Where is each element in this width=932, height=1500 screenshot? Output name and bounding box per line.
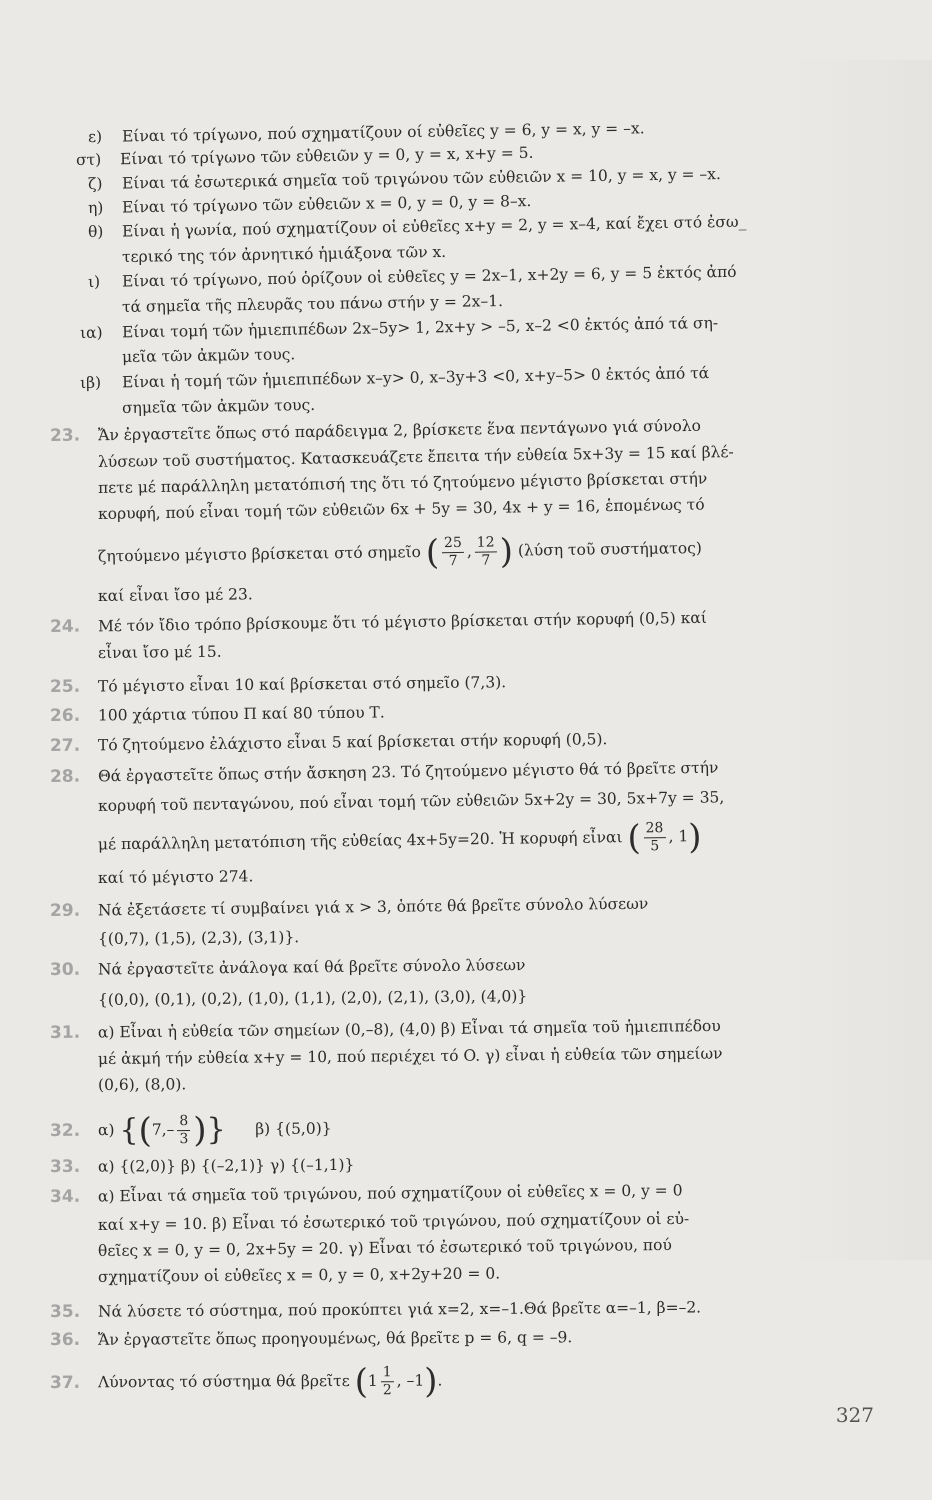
close-paren: ) <box>424 1361 438 1402</box>
answer-line <box>98 468 708 498</box>
answer-line <box>122 242 446 267</box>
line-text: {(0,0), (0,1), (0,2), (1,0), (1,1), (2,0), (2,1), (3,0), (4,0)} <box>97 987 528 1009</box>
answer-line <box>88 164 721 194</box>
line-text: τά σημεῖα τῆς πλευρᾶς του πάνω στήν y = 2x–1. <box>121 292 504 316</box>
answer-line <box>122 395 315 418</box>
exercise-number: 28. <box>49 766 81 787</box>
line-text: Λύνοντας τό σύστημα θά βρεῖτε <box>97 1371 350 1392</box>
line-text: Είναι τό τρίγωνο τῶν εὐθειῶν y = 0, y = x, x+y = 5. <box>119 143 534 169</box>
line-text: Είναι τομή τῶν ἡμιεπιπέδων 2x–5y> 1, 2x+y > –5, x–2 <0 ἐκτός ἀπό τά ση- <box>121 313 719 342</box>
answer-line <box>98 1074 186 1095</box>
line-text: καί εἶναι ἴσο μέ 23. <box>97 585 253 605</box>
line-text: α) Εἶναι ἡ εὐθεία τῶν σημείων (0,–8), (4,0) β) Εἶναι τά σημεῖα τοῦ ἡμιεπιπέδου <box>97 1016 721 1042</box>
open-paren: ( <box>354 1361 369 1402</box>
answer-line <box>98 442 734 472</box>
open-paren: ( <box>138 1110 152 1151</box>
line-text: (λύση τοῦ συστήματος) <box>517 539 702 560</box>
item-label: η) <box>87 198 104 217</box>
part-label: α) <box>97 1121 115 1140</box>
answer-line <box>122 291 503 317</box>
fraction: $\frac{25}{7}$ <box>442 535 464 570</box>
line-text: α) {(2,0)} β) {(–2,1)} γ) {(–1,1)} <box>97 1155 355 1176</box>
line-text: μέ ἀκμή τήν εὐθεία x+y = 10, πού περιέχει τό O. γ) εἶναι ἡ εὐθεία τῶν σημείων <box>97 1044 723 1068</box>
exercise-number: 27. <box>49 735 81 756</box>
line-text: (0,6), (8,0). <box>97 1075 187 1094</box>
exercise-number: 36. <box>49 1329 81 1350</box>
close-brace: } <box>206 1112 226 1148</box>
exercise-number: 33. <box>49 1156 81 1177</box>
line-text: εἶναι ἴσο μέ 15. <box>97 642 222 662</box>
answer-line <box>98 642 222 663</box>
answer-line <box>98 1209 689 1235</box>
line-text: Νά λύσετε τό σύστημα, πού προκύπτει γιά x=2, x=–1.Θά βρεῖτε α=–1, β=–2. <box>97 1298 702 1321</box>
answer-line <box>98 1235 672 1261</box>
answer-line <box>98 1044 723 1069</box>
line-text: σημεῖα τῶν ἀκμῶν τους. <box>121 395 316 417</box>
answer-line-with-point: μέ παράλληλη μετατόπιση τῆς εὐθείας 4x+5y=20. Ἡ κορυφή εἶναι ( $\frac{28}{5}$ , 1) <box>97 817 702 859</box>
exercise-number: 29. <box>49 900 81 921</box>
answer-line <box>76 143 534 170</box>
exercise-number: 35. <box>49 1301 81 1322</box>
exercise-number: 25. <box>49 676 81 697</box>
answer-line <box>98 787 725 816</box>
exercise-number: 34. <box>49 1186 81 1207</box>
exercise-number: 31. <box>49 1022 81 1043</box>
answer-line <box>98 494 705 524</box>
line-text: Τό ζητούμενο ἐλάχιστο εἶναι 5 καί βρίσκεται στήν κορυφή (0,5). <box>97 730 608 755</box>
answer-line-32: 32. α) {(7,– $\frac{8}{3}$ )} β) {(5,0)} <box>49 1110 332 1151</box>
fraction: $\frac{28}{5}$ <box>643 820 665 855</box>
answer-line <box>98 927 299 949</box>
open-paren: ( <box>627 817 641 859</box>
item-label: θ) <box>87 222 104 241</box>
line-text: Είναι τό τρίγωνο τῶν εὐθειῶν x = 0, y = 0, y = 8–x. <box>121 192 532 217</box>
answer-line <box>98 866 254 888</box>
line-text: Είναι ἡ γωνία, πού σχηματίζουν οἱ εὐθεῖες x+y = 2, y = x–4, καί ἔχει στό ἐσω_ <box>121 212 747 241</box>
line-text: κορυφή τοῦ πενταγώνου, πού εἶναι τομή τῶν εὐθειῶν 5x+2y = 30, 5x+7y = 35, <box>97 788 725 815</box>
open-paren: ( <box>425 532 440 573</box>
answer-line <box>50 1016 721 1043</box>
answer-line <box>122 344 296 367</box>
exercise-number: 30. <box>49 959 81 980</box>
exercise-number: 37. <box>49 1372 81 1393</box>
line-text: μέ παράλληλη μετατόπιση τῆς εὐθείας 4x+5y=20. Ἡ κορυφή εἶναι <box>97 828 623 854</box>
line-text: θεῖες x = 0, y = 0, 2x+5y = 20. γ) Εἶναι τό ἐσωτερικό τοῦ τριγώνου, πού <box>97 1235 672 1260</box>
line-text: κορυφή, πού εἶναι τομή τῶν εὐθειῶν 6x + 5y = 30, 4x + y = 16, ἑπομένως τό <box>97 495 705 523</box>
answer-line <box>88 118 645 147</box>
answer-line <box>98 1263 500 1287</box>
line-text: 100 χάρτια τύπου Π καί 80 τύπου Τ. <box>97 703 385 725</box>
close-paren: ) <box>687 817 702 858</box>
answer-line <box>88 262 737 292</box>
line-text: α) Εἶναι τά σημεῖα τοῦ τριγώνου, πού σχηματίζουν οἱ εὐθεῖες x = 0, y = 0 <box>97 1181 683 1206</box>
line-text: καί τό μέγιστο 274. <box>97 867 254 887</box>
line-text: πετε μέ παράλληλη μετατόπισή της ὅτι τό ζητούμενο μέγιστο βρίσκεται στήν <box>97 469 708 497</box>
answer-line <box>50 1180 683 1207</box>
answer-line <box>50 702 385 726</box>
exercise-number: 23. <box>49 425 81 446</box>
exercise-number: 24. <box>49 616 81 637</box>
line-text: σχηματίζουν οἱ εὐθεῖες x = 0, y = 0, x+2y+20 = 0. <box>97 1264 501 1286</box>
line-text: Ἄν ἐργαστεῖτε ὅπως προηγουμένως, θά βρεῖτε p = 6, q = –9. <box>97 1328 573 1349</box>
item-label: ια) <box>79 323 103 342</box>
line-text: Είναι τό τρίγωνο, πού σχηματίζουν οί εὐθεῖες y = 6, y = x, y = –x. <box>121 119 645 146</box>
close-paren: ) <box>499 531 514 572</box>
line-text: Νά ἐξετάσετε τί συμβαίνει γιά x > 3, ὁπότε θά βρεῖτε σύνολο λύσεων <box>97 894 649 920</box>
answer-line <box>80 313 718 343</box>
page-number: 327 <box>835 1403 874 1427</box>
answer-line <box>98 584 253 606</box>
answer-line <box>88 191 532 218</box>
answer-line <box>50 1297 701 1322</box>
line-text: Είναι τό τρίγωνο, πού ὁρίζουν οἱ εὐθεῖες y = 2x–1, x+2y = 6, y = 5 ἐκτός ἀπό <box>121 262 737 291</box>
answer-line <box>80 363 710 393</box>
line-text: τερικό της τόν ἀρνητικό ἡμιάξονα τῶν x. <box>121 242 447 266</box>
line-text: καί x+y = 10. β) Εἶναι τό ἐσωτερικό τοῦ τριγώνου, πού σχηματίζουν οἱ εὐ- <box>97 1209 690 1234</box>
fraction: $\frac{8}{3}$ <box>179 1113 189 1148</box>
answer-line <box>50 1155 355 1177</box>
item-label: ιβ) <box>79 373 102 392</box>
line-text: {(0,7), (1,5), (2,3), (3,1)}. <box>97 928 300 948</box>
answer-line <box>98 986 527 1010</box>
answer-line <box>50 729 608 756</box>
line-text: Θά ἐργαστεῖτε ὅπως στήν ἄσκηση 23. Τό ζητούμενο μέγιστο θά τό βρεῖτε στήν <box>97 758 719 786</box>
part-b: β) {(5,0)} <box>255 1119 332 1139</box>
item-label: ε) <box>87 127 103 146</box>
fraction: $\frac{12}{7}$ <box>475 534 497 569</box>
answer-line <box>50 416 701 446</box>
bleed-through-shade <box>792 60 932 1260</box>
answer-line <box>50 1327 572 1350</box>
answer-line-with-point: ζητούμενο μέγιστο βρίσκεται στό σημεῖο ( $\frac{25}{7}$ , $\frac{12}{7}$ ) (λύση τοῦ συστήματος) <box>97 531 702 573</box>
answer-line <box>50 758 719 787</box>
line-text: Μέ τόν ἴδιο τρόπο βρίσκουμε ὅτι τό μέγιστο βρίσκεται στήν κορυφή (0,5) καί <box>97 608 707 636</box>
line-text: Νά ἐργαστεῖτε ἀνάλογα καί θά βρεῖτε σύνολο λύσεων <box>97 956 526 979</box>
answer-line-37: 37. Λύνοντας τό σύστημα θά βρεῖτε (1 $\frac{1}{2}$ , –1). <box>49 1361 443 1402</box>
open-brace: { <box>119 1112 139 1149</box>
line-text: Ἄν ἐργαστεῖτε ὅπως στό παράδειγμα 2, βρίσκετε ἕνα πεντάγωνο γιά σύνολο <box>97 416 702 445</box>
item-label: ζ) <box>87 174 103 193</box>
line-text: μεῖα τῶν ἀκμῶν τους. <box>121 345 296 366</box>
line-text: Είναι ἡ τομή τῶν ἡμιεπιπέδων x–y> 0, x–3y+3 <0, x+y–5> 0 ἐκτός ἀπό τά <box>121 364 710 392</box>
answer-line <box>50 955 526 980</box>
exercise-number: 32. <box>49 1120 81 1141</box>
answer-line <box>50 672 506 697</box>
line-text: Είναι τά ἐσωτερικά σημεῖα τοῦ τριγώνου τῶν εὐθειῶν x = 10, y = x, y = –x. <box>121 165 722 193</box>
item-label: στ) <box>75 150 102 169</box>
fraction: $\frac{1}{2}$ <box>382 1364 392 1399</box>
exercise-number: 26. <box>49 705 81 726</box>
line-text: Τό μέγιστο εἶναι 10 καί βρίσκεται στό σημεῖο (7,3). <box>97 673 507 696</box>
line-text: λύσεων τοῦ συστήματος. Κατασκευάζετε ἔπειτα τήν εὐθεία 5x+3y = 15 καί βλέ- <box>97 443 734 471</box>
item-label: ι) <box>87 272 101 291</box>
close-paren: ) <box>193 1110 207 1151</box>
answer-line <box>50 608 707 637</box>
line-text: ζητούμενο μέγιστο βρίσκεται στό σημεῖο <box>97 542 422 566</box>
answer-line <box>50 894 648 921</box>
